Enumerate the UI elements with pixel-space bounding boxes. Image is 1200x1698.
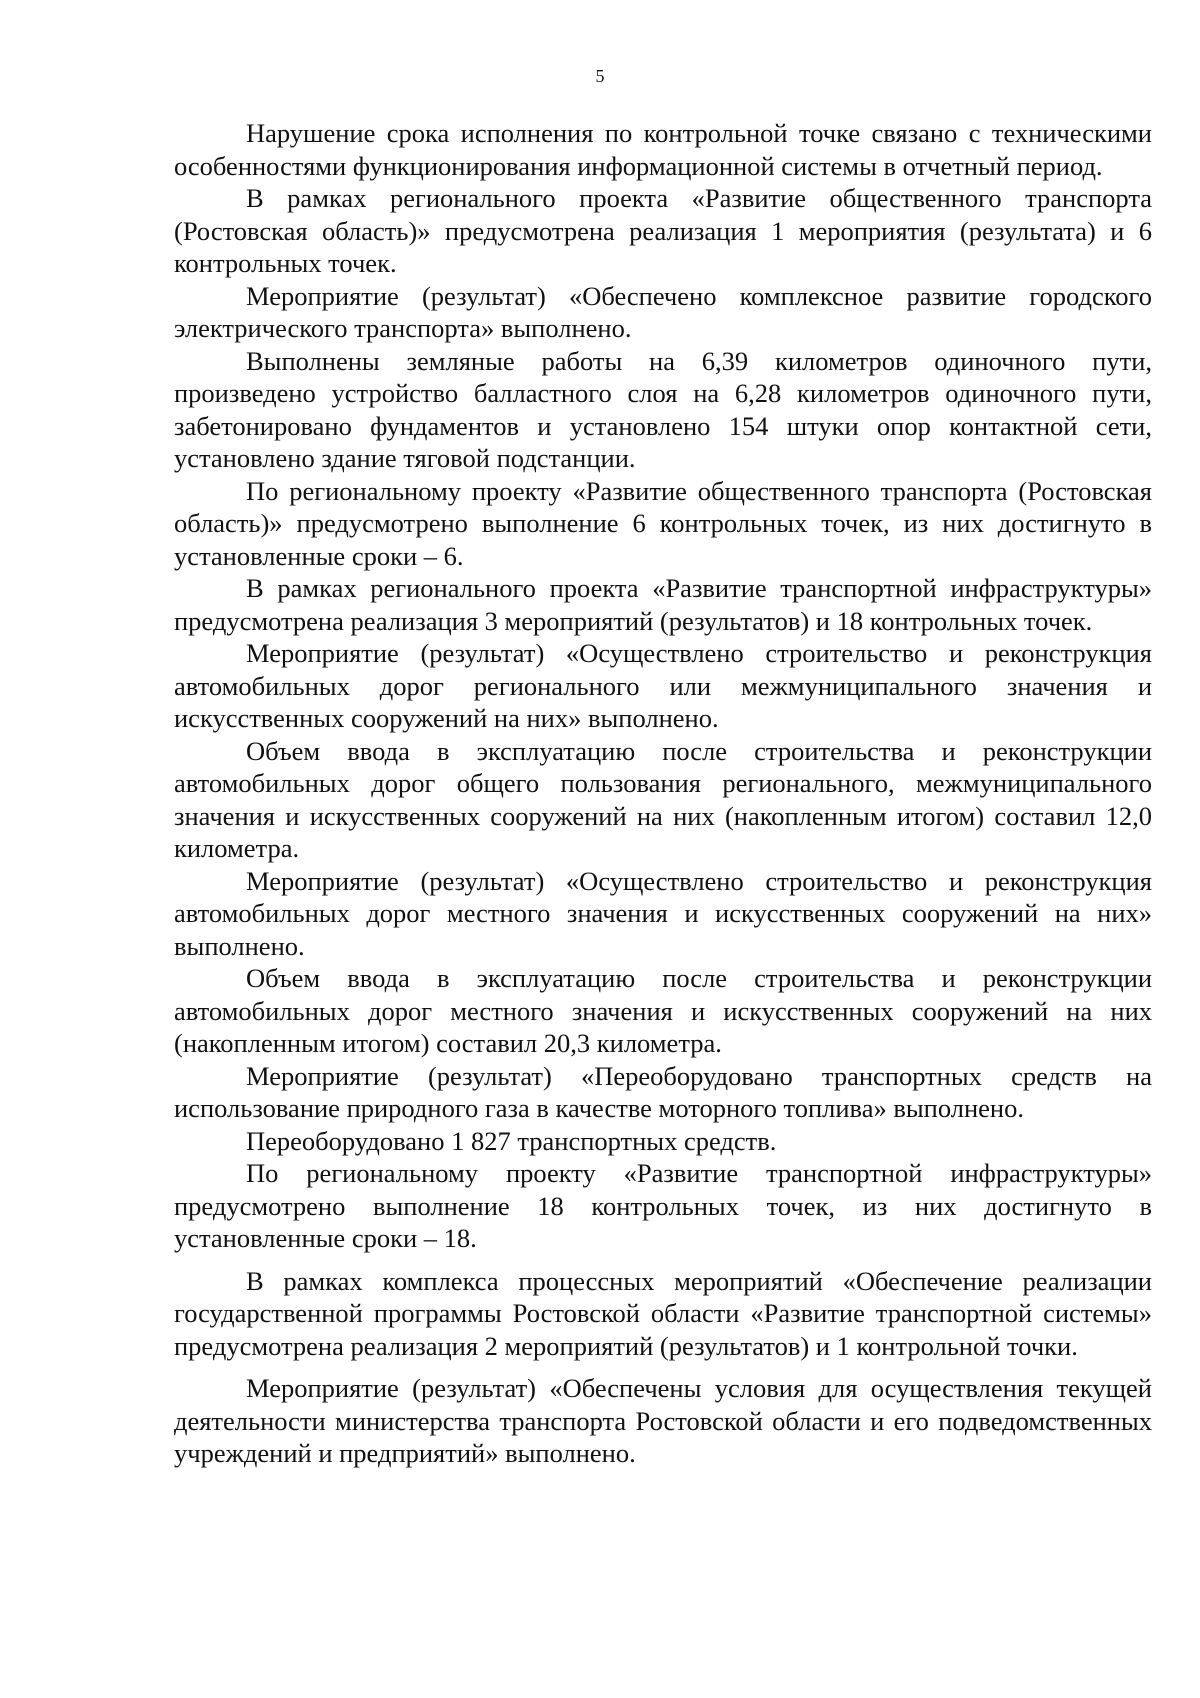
paragraph: Нарушение срока исполнения по контрольной точке связано с техническими особенностями функционирования информационной системы в отчетный период. [174,118,1152,181]
paragraph: Объем ввода в эксплуатацию после строительства и реконструкции автомобильных дорог общего пользования регионального, межмуниципального значения и искусственных сооружений на них (накопленным итогом) составил 12,0 километра. [174,735,1152,863]
paragraph: В рамках регионального проекта «Развитие общественного транспорта (Ростовская область)» предусмотрена реализация 1 мероприятия (результата) и 6 контрольных точек. [174,183,1152,278]
paragraph: Мероприятие (результат) «Осуществлено строительство и реконструкция автомобильных дорог регионального или межмуниципального значения и искусственных сооружений на них» выполнено. [174,638,1152,733]
paragraph: По региональному проекту «Развитие транспортной инфраструктуры» предусмотрено выполнение 18 контрольных точек, из них достигнуто в установленные сроки – 18. [174,1158,1152,1253]
paragraph: По региональному проекту «Развитие общественного транспорта (Ростовская область)» предусмотрено выполнение 6 контрольных точек, из них достигнуто в установленные сроки – 6. [174,475,1152,571]
page-number: 5 [595,66,605,86]
paragraph: Мероприятие (результат) «Осуществлено строительство и реконструкция автомобильных дорог местного значения и искусственных сооружений на них» выполнено. [174,865,1152,961]
paragraph: Объем ввода в эксплуатацию после строительства и реконструкции автомобильных дорог местного значения и искусственных сооружений на них (накопленным итогом) составил 20,3 километра. [174,963,1152,1058]
paragraph: Выполнены земляные работы на 6,39 километров одиночного пути, произведено устройство балластного слоя на 6,28 километров одиночного пути, забетонировано фундаментов и установлено 154 штуки опор контактной сети, установлено здание тяговой подстанции. [174,345,1152,473]
paragraph: Мероприятие (результат) «Обеспечено комплексное развитие городского электрического транспорта» выполнено. [174,280,1152,343]
document-body [174,117,1152,1470]
paragraph: В рамках регионального проекта «Развитие транспортной инфраструктуры» предусмотрена реализация 3 мероприятий (результатов) и 18 контрольных точек. [174,573,1152,636]
paragraph: Мероприятие (результат) «Переоборудовано транспортных средств на использование природного газа в качестве моторного топлива» выполнено. [174,1060,1152,1123]
paragraph: В рамках комплекса процессных мероприятий «Обеспечение реализации государственной программы Ростовской области «Развитие транспортной системы» предусмотрена реализация 2 мероприятий (результатов) и 1 контрольной точки. [174,1265,1152,1361]
paragraph: Переоборудовано 1 827 транспортных средств. [246,1125,777,1156]
paragraph: Мероприятие (результат) «Обеспечены условия для осуществления текущей деятельности министерства транспорта Ростовской области и его подведомственных учреждений и предприятий» выполнено. [174,1373,1152,1468]
